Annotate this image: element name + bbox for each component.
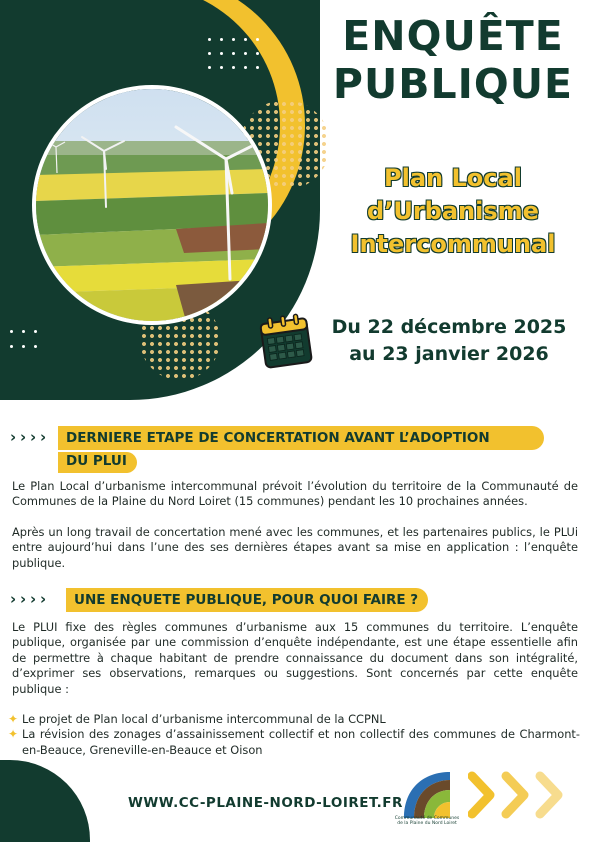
- section-heading-label: UNE ENQUETE PUBLIQUE, POUR QUOI FAIRE ?: [66, 588, 428, 612]
- page-title: [318, 12, 588, 108]
- section-heading-purpose: [10, 588, 428, 612]
- bullet-list: [8, 712, 580, 758]
- subtitle-line: Plan Local: [384, 164, 522, 192]
- paragraph: Le PLUI fixe des règles communes d’urbanisme aux 15 communes du territoire. L’enquête publique, organisée par une commission d’enquête indépendante, est une étape essentielle afin de permettre à chaque habitant de prendre connaissance du document dans son intégralité, d’exprimer ses observations, remarques ou suggestions. Sont concernés par cette enquête publique :: [12, 620, 578, 696]
- chevron-arrows-icon: › › › ›: [10, 590, 47, 608]
- calendar-icon: [258, 312, 316, 370]
- list-item-text: Le projet de Plan local d’urbanisme intercommunal de la CCPNL: [22, 712, 386, 726]
- star-bullet-icon: ✦: [8, 712, 19, 726]
- heading-line: DERNIERE ETAPE DE CONCERTATION AVANT L’ADOPTION: [66, 430, 490, 446]
- website-link[interactable]: WWW.CC-PLAINE-NORD-LOIRET.FR: [128, 795, 403, 811]
- title-line: ENQUÊTE: [342, 12, 564, 60]
- chevron-arrows-icon: [468, 770, 580, 820]
- heading-line: DU PLUI: [66, 453, 127, 469]
- paragraph: Après un long travail de concertation mené avec les communes, et les partenaires publics, le PLUi entre aujourd’hui dans l’une des ses dernières étapes avant sa mise en application : l’enquête publique.: [12, 525, 578, 570]
- dot-pattern: [208, 38, 259, 69]
- date-line: Du 22 décembre 2025: [331, 316, 567, 338]
- list-item: [8, 712, 580, 727]
- logo-caption: Communauté de Communes de la Plaine du Nord Loiret: [394, 816, 460, 826]
- section-heading-concertation: [10, 426, 544, 473]
- footer-green-shape: [0, 760, 90, 842]
- date-line: au 23 janvier 2026: [349, 343, 549, 365]
- dot-pattern: [10, 330, 37, 348]
- list-item: [8, 727, 580, 758]
- star-bullet-icon: ✦: [8, 727, 19, 742]
- list-item-text: La révision des zonages d’assainissement collectif et non collectif des communes de Charmont-en-Beauce, Greneville-en-Beauce et Oison: [22, 727, 580, 757]
- title-line: PUBLIQUE: [332, 60, 574, 108]
- subtitle-line: Intercommunal: [350, 230, 556, 258]
- chevron-arrows-icon: › › › ›: [10, 428, 47, 446]
- section-heading-label: [58, 426, 544, 450]
- section-heading-label: [58, 452, 137, 473]
- paragraph: Le Plan Local d’urbanisme intercommunal prévoit l’évolution du territoire de la Communauté de Communes de la Plaine du Nord Loiret (15 communes) pendant les 10 prochaines années.: [12, 479, 578, 509]
- page-subtitle: [318, 162, 588, 261]
- enquiry-dates: [318, 314, 580, 368]
- wind-turbine-landscape-photo: [32, 85, 272, 325]
- subtitle-line: d’Urbanisme: [367, 197, 539, 225]
